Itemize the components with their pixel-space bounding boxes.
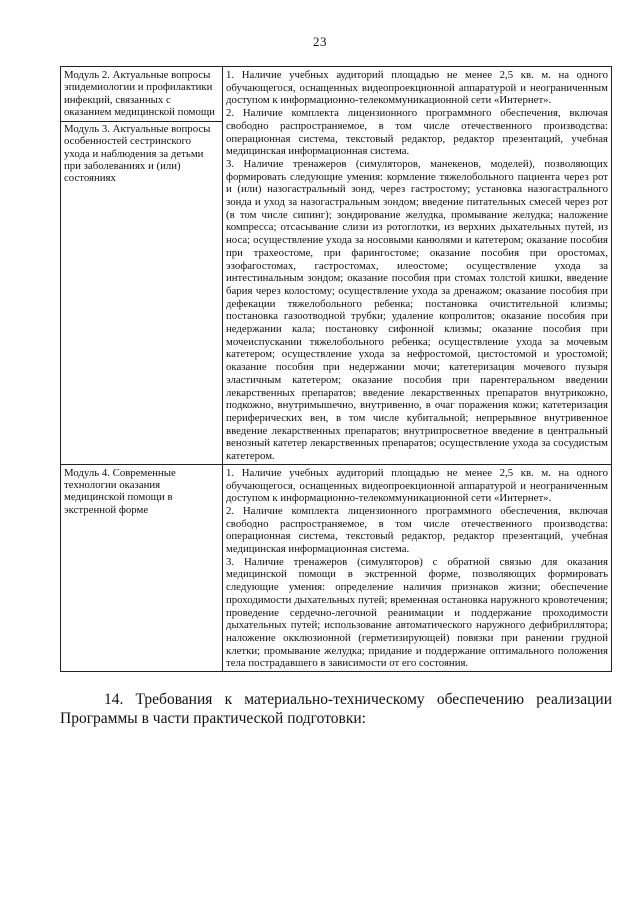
module-4-title: Модуль 4. Современные технологии оказания медицинской помощи в экстренной форме xyxy=(64,466,176,516)
requirement-item: 3. Наличие тренажеров (симуляторов) с обратной связью для оказания медицинской помощи в экстренной форме, позволяющих формировать следующие умения: определение наличия признаков жизни; обеспечение проходимости дыхательных путей; временная остановка наружного кровотечения; проведение сердечно-легочной реанимации и поддержание проходимости дыхательных путей; использование автоматического наружного дефибриллятора; наложение окклюзионной (герметизирующей) повязки при ранении грудной клетки; промывание желудка; придание и поддержание оптимального положения тела пострадавшего в зависимости от его состояния. xyxy=(226,555,608,670)
requirements-cell xyxy=(223,464,612,671)
module-cell xyxy=(61,67,223,465)
module-cell xyxy=(61,464,223,671)
requirement-item: 2. Наличие комплекта лицензионного программного обеспечения, включая свободно распространяемое, в том числе отечественного производства: операционная система, текстовый редактор, редактор презентаций, учебная медицинская информационная система. xyxy=(226,107,608,158)
module-3-title: Модуль 3. Актуальные вопросы особенностей сестринского ухода и наблюдения за детьми при заболеваниях и (или) состояниях xyxy=(61,121,222,184)
requirement-item: 1. Наличие учебных аудиторий площадью не менее 2,5 кв. м. на одного обучающегося, оснащенных видеопроекционной аппаратурой и неограниченным доступом к информационно-телекоммуникационной сети «Интернет». xyxy=(226,466,608,505)
section-14-line-1: 14. Требования к материально-техническому обеспечению реализации xyxy=(104,691,612,708)
module-2-title: Модуль 2. Актуальные вопросы эпидемиологии и профилактики инфекций, связанных с оказанием медицинской помощи xyxy=(64,69,215,118)
requirements-cell xyxy=(223,67,612,465)
page-number: 23 xyxy=(313,34,327,49)
section-14-heading xyxy=(60,690,612,728)
requirement-item: 1. Наличие учебных аудиторий площадью не менее 2,5 кв. м. на одного обучающегося, оснащенных видеопроекционной аппаратурой и неограниченным доступом к информационно-телекоммуникационной сети «Интернет». xyxy=(226,69,608,107)
table-row xyxy=(61,67,612,465)
requirement-item: 3. Наличие тренажеров (симуляторов, манекенов, моделей), позволяющих формировать следующие умения: кормление тяжелобольного пациента через рот и (или) назогастральный зонд, через гастростому; установка назогастрального зонда и уход за назогастральным зондом; введение питательных смесей через рот (в том числе сипинг); зондирование желудка, промывание желудка; наложение компресса; отсасывание слизи из ротоглотки, из верхних дыхательных путей, из носа; осуществление ухода за носовыми канюлями и катетером; оказание пособия при трахеостоме, при фарингостоме; оказание пособия при оростомах, эзофагостомах, гастростомах, илеостоме; осуществление ухода за интестинальным зондом; оказание пособия при стомах толстой кишки, введение бария через колостому; осуществление ухода за дренажом; оказание пособия при дефекации тяжелобольного ребенка; постановка очистительной клизмы; постановка газоотводной трубки; удаление копролитов; оказание пособия при недержании кала; постановку сифонной клизмы; оказание пособия при мочеиспускании тяжелобольного ребенка; осуществление ухода за мочевым катетером; осуществление ухода за нефростомой, цистостомой и уростомой; оказание пособия при недержании мочи; катетеризация мочевого пузыря эластичным катетером; оказание пособия при парентеральном введении лекарственных препаратов; введение лекарственных препаратов внутрикожно, подкожно, внутримышечно, внутривенно, в очаг поражения кожи; катетеризация периферических вен, в том числе кубитальной; непрерывное внутривенное введение лекарственных препаратов; внутрипросветное введение в центральный венозный катетер лекарственных препаратов; осуществление ухода за сосудистым катетером. xyxy=(226,157,608,463)
requirements-table xyxy=(60,66,612,672)
requirement-item: 2. Наличие комплекта лицензионного программного обеспечения, включая свободно распространяемое, в том числе отечественного производства: операционная система, текстовый редактор, редактор презентаций, учебная медицинская информационная система. xyxy=(226,504,608,556)
table-row xyxy=(61,464,612,671)
section-14-line-2: Программы в части практической подготовки: xyxy=(60,710,366,727)
